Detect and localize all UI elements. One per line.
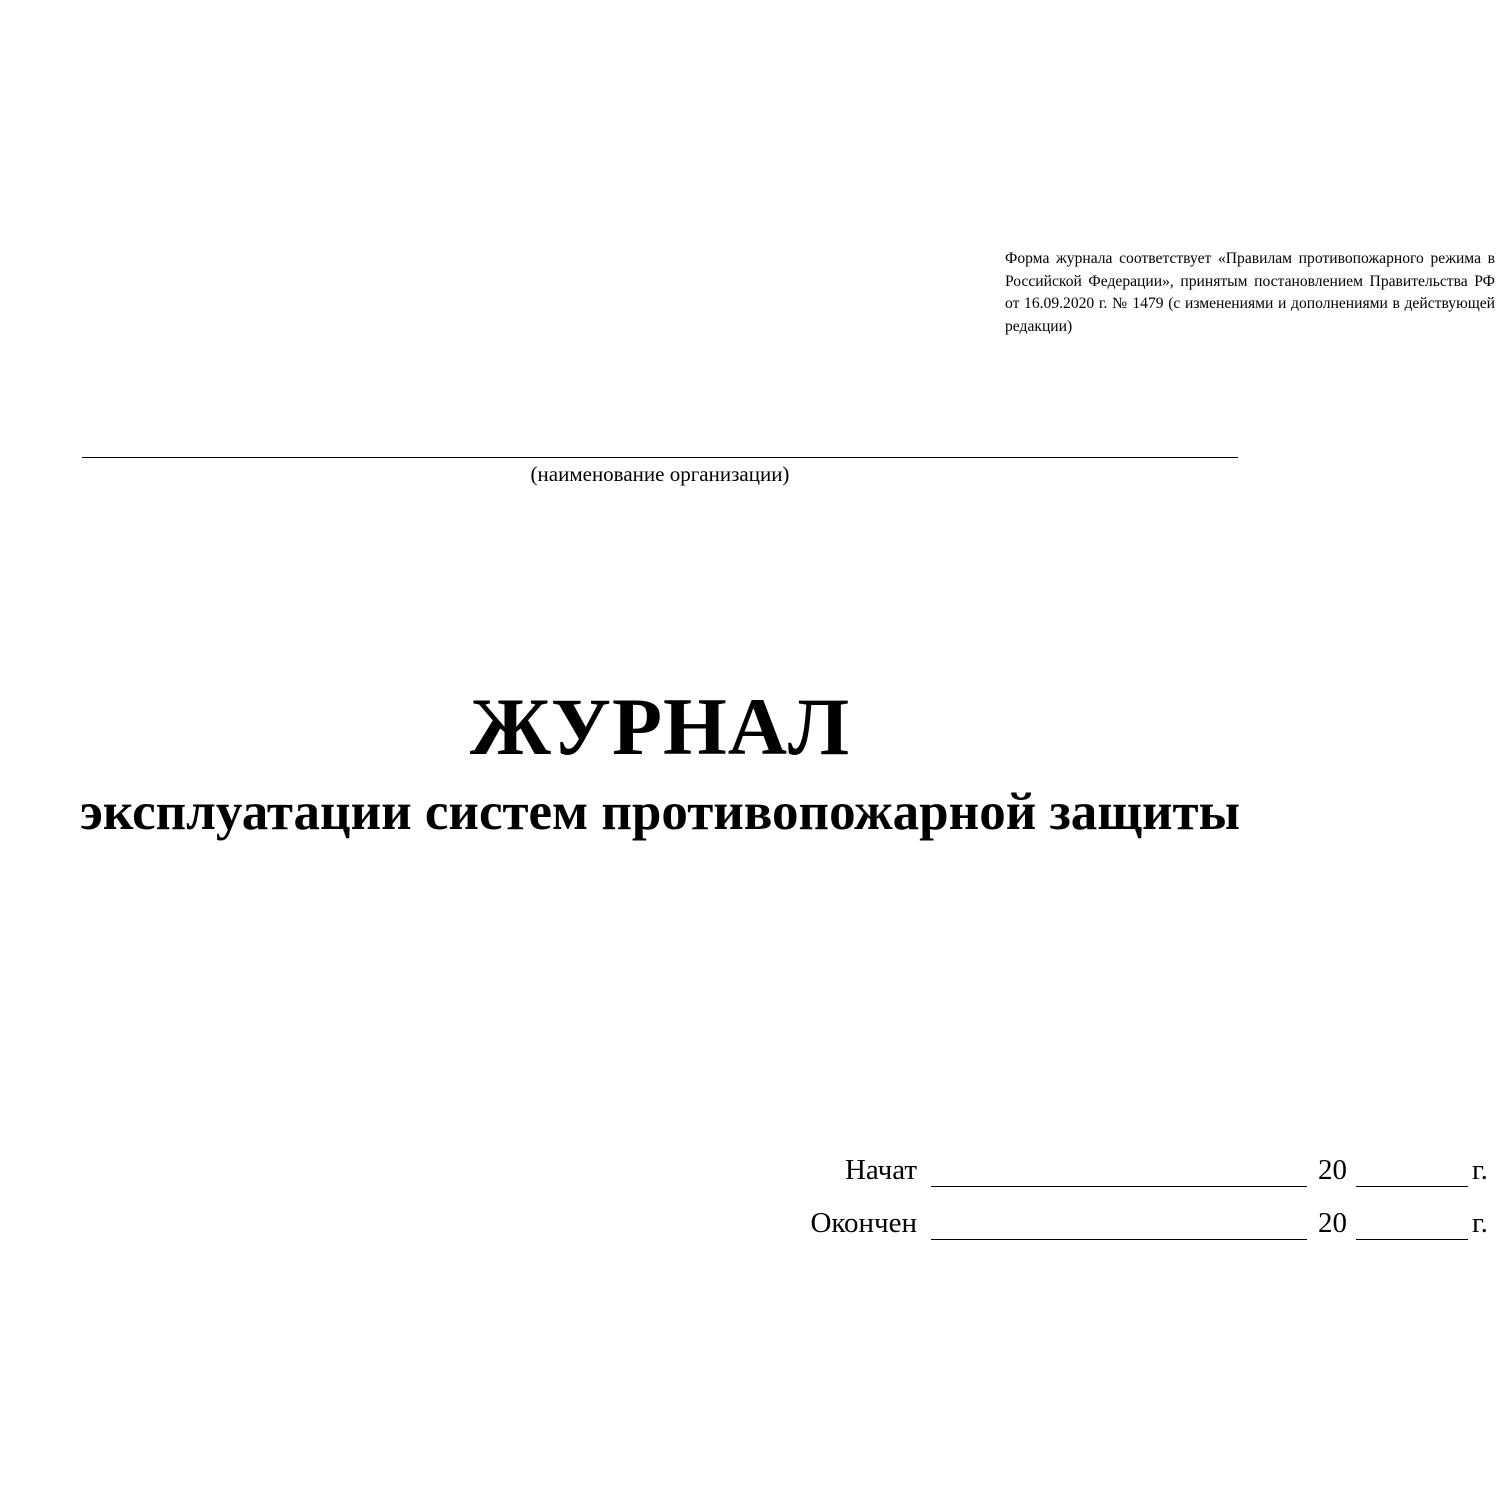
start-year-field[interactable] — [1356, 1186, 1468, 1187]
legal-note: Форма журнала соответствует «Правилам противопожарного режима в Российской Федерации», принятым постановлением Правительства РФ от 16.09.2020 г. № 1479 (с изменениями и дополнениями в действующей редакции) — [1005, 250, 1495, 335]
end-year-prefix: 20 — [1318, 1207, 1347, 1239]
start-date-label: Начат — [844, 1154, 917, 1186]
start-year-prefix: 20 — [1318, 1154, 1347, 1186]
journal-subtitle: эксплуатации систем противопожарной защиты — [80, 783, 1240, 841]
organization-name-line[interactable] — [82, 457, 1238, 458]
start-date-row — [780, 1150, 1500, 1190]
end-year-field[interactable] — [1356, 1239, 1468, 1240]
end-year-suffix: г. — [1472, 1207, 1488, 1239]
end-date-field[interactable] — [931, 1239, 1307, 1240]
start-year-suffix: г. — [1472, 1154, 1488, 1186]
end-date-row — [780, 1203, 1500, 1243]
end-date-label: Окончен — [810, 1207, 917, 1239]
start-date-field[interactable] — [931, 1186, 1307, 1187]
journal-title: ЖУРНАЛ — [469, 681, 851, 772]
organization-name-caption: (наименование организации) — [530, 462, 790, 486]
